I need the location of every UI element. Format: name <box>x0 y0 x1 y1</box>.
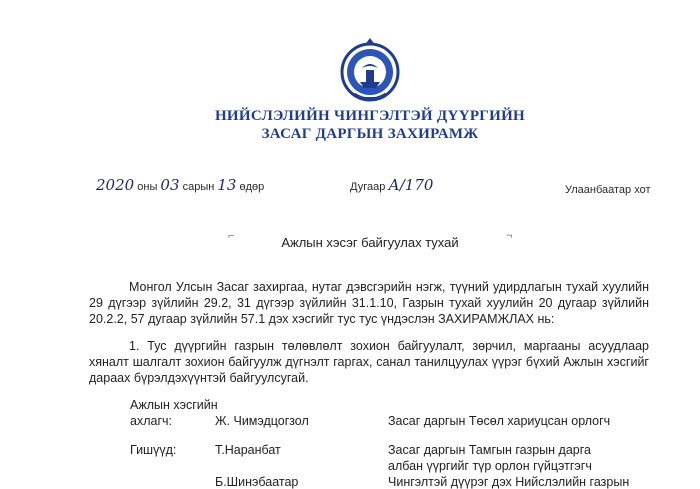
leader-label: ахлагч: <box>130 414 172 428</box>
subject-right-bracket: ¬ <box>506 230 513 242</box>
body-paragraph-2: 1. Тус дүүргийн газрын төлөвлөлт зохион байгуулалт, зөрчил, маргааны асуудлаар хяналт шалгалт зохион байгуулж дүгнэлт гаргах, санал танилцуулах үүрэг бүхий Ажлын хэсгийг дараах бүрэлдэхүүнтэй байгуулсугай. <box>89 339 649 385</box>
date-year-suffix: оны <box>137 181 158 193</box>
member-2-role-line-1: Чингэлтэй дүүрэг дэх Нийслэлийн газрын <box>388 475 630 489</box>
member-1-name: Т.Наранбат <box>215 443 281 457</box>
leader-role: Засаг даргын Төсөл хариуцсан орлогч <box>388 414 611 428</box>
member-1-role-line-1: Засаг даргын Тамгын газрын дарга <box>388 443 591 457</box>
member-1-role-line-2: албан үүргийг түр орлон гүйцэтгэгч <box>388 459 592 473</box>
date-year: 2020 <box>96 176 135 194</box>
members-label: Гишүүд: <box>130 443 177 457</box>
subject-left-bracket: ⌐ <box>228 230 235 242</box>
working-group-label: Ажлын хэсгийн <box>130 398 218 412</box>
document-type-title: ЗАСАГ ДАРГЫН ЗАХИРАМЖ <box>261 126 479 142</box>
date-month-suffix: сарын <box>182 181 215 193</box>
document-number <box>350 176 433 194</box>
leader-name: Ж. Чимэдцогзол <box>215 414 309 428</box>
document-city: Улаанбаатар хот <box>565 184 651 196</box>
member-2-name: Б.Шинэбаатар <box>215 475 299 489</box>
document-subject: Ажлын хэсэг байгуулах тухай <box>281 235 459 250</box>
state-emblem-icon <box>336 34 404 104</box>
date-month: 03 <box>160 176 180 194</box>
body-paragraph-1: Монгол Улсын Засаг захиргаа, нутаг дэвсгэрийн нэгж, түүний удирдлагын тухай хуулийн 29 дүгээр зүйлийн 29.2, 31 дүгээр зүйлийн 31.1.10, Газрын тухай хуулийн 20 дугаар зүйлийн 20.2.2, 57 дугаар зүйлийн 57.1 дэх хэсгийг тус тус үндэслэн ЗАХИРАМЖЛАХ нь: <box>89 280 649 326</box>
document-date <box>96 176 264 194</box>
document-number-label: Дугаар <box>350 181 386 193</box>
date-day-suffix: өдөр <box>239 181 265 193</box>
organization-name: НИЙСЛЭЛИЙН ЧИНГЭЛТЭЙ ДҮҮРГИЙН <box>214 108 526 124</box>
document-number-value: А/170 <box>388 176 434 194</box>
date-day: 13 <box>217 176 237 194</box>
